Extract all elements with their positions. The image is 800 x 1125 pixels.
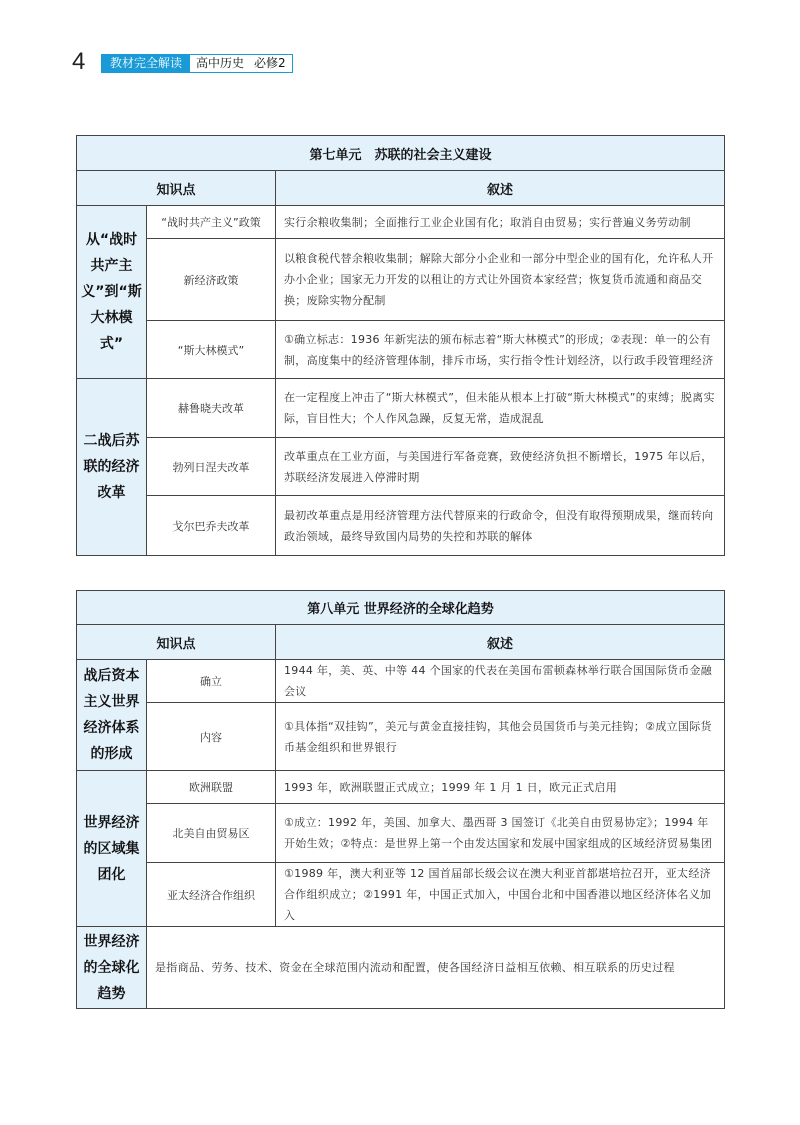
table-row (77, 863, 725, 927)
table-title: 第八单元 世界经济的全球化趋势 (77, 591, 725, 625)
table-row (77, 771, 725, 804)
table-row (77, 206, 725, 239)
column-header-description: 叙述 (276, 625, 725, 660)
description-cell: 改革重点在工业方面，与美国进行军备竞赛，致使经济负担不断增长，1975 年以后，苏联经济发展进入停滞时期 (276, 438, 725, 496)
description-cell: ①具体指“双挂钩”，美元与黄金直接挂钩，其他会员国货币与美元挂钩；②成立国际货币基金组织和世界银行 (276, 703, 725, 771)
table-row (77, 804, 725, 863)
category-cell: 世界经济的全球化趋势 (77, 927, 147, 1009)
page-number: 4 (72, 48, 86, 75)
description-cell: 1944 年，美、英、中等 44 个国家的代表在美国布雷顿森林举行联合国国际货币金融会议 (276, 660, 725, 703)
topic-cell: 确立 (147, 660, 276, 703)
description-cell: 实行余粮收集制；全面推行工业企业国有化；取消自由贸易；实行普遍义务劳动制 (276, 206, 725, 239)
topic-cell: 亚太经济合作组织 (147, 863, 276, 927)
description-cell: ①成立：1992 年，美国、加拿大、墨西哥 3 国签订《北美自由贸易协定》；1994 年开始生效；②特点：是世界上第一个由发达国家和发展中国家组成的区域经济贸易集团 (276, 804, 725, 863)
topic-cell: 戈尔巴乔夫改革 (147, 496, 276, 556)
category-cell: 从“战时共产主义”到“斯大林模式” (77, 206, 147, 379)
volume-label: 必修2 (250, 55, 292, 72)
topic-cell: 北美自由贸易区 (147, 804, 276, 863)
description-cell: ①确立标志：1936 年新宪法的颁布标志着“斯大林模式”的形成；②表现：单一的公有制，高度集中的经济管理体制，排斥市场，实行指令性计划经济，以行政手段管理经济 (276, 321, 725, 379)
table-row (77, 703, 725, 771)
topic-cell: “斯大林模式” (147, 321, 276, 379)
topic-cell: 内容 (147, 703, 276, 771)
unit8-table (76, 590, 725, 1009)
description-cell: 以粮食税代替余粮收集制；解除大部分小企业和一部分中型企业的国有化，允许私人开办小企业；国家无力开发的以租让的方式让外国资本家经营；恢复货币流通和商品交换；废除实物分配制 (276, 239, 725, 321)
table-row (77, 239, 725, 321)
topic-cell: 新经济政策 (147, 239, 276, 321)
description-cell: 最初改革重点是用经济管理方法代替原来的行政命令，但没有取得预期成果，继而转向政治领域，最终导致国内局势的失控和苏联的解体 (276, 496, 725, 556)
topic-cell: “战时共产主义”政策 (147, 206, 276, 239)
topic-cell: 勃列日涅夫改革 (147, 438, 276, 496)
table-row (77, 927, 725, 1009)
book-header-badge (101, 54, 293, 73)
table-row (77, 496, 725, 556)
column-header-description: 叙述 (276, 171, 725, 206)
category-cell: 世界经济的区域集团化 (77, 771, 147, 927)
column-header-knowledge: 知识点 (77, 625, 276, 660)
description-cell: ①1989 年，澳大利亚等 12 国首届部长级会议在澳大利亚首都堪培拉召开，亚太经济合作组织成立；②1991 年，中国正式加入，中国台北和中国香港以地区经济体名义加入 (276, 863, 725, 927)
series-label: 教材完全解读 (102, 55, 190, 72)
unit7-table (76, 135, 725, 556)
table-row (77, 438, 725, 496)
description-cell: 是指商品、劳务、技术、资金在全球范围内流动和配置，使各国经济日益相互依赖、相互联系的历史过程 (147, 927, 725, 1009)
table-row (77, 660, 725, 703)
subject-label: 高中历史 (190, 55, 250, 72)
table-row (77, 379, 725, 438)
topic-cell: 欧洲联盟 (147, 771, 276, 804)
table-title: 第七单元 苏联的社会主义建设 (77, 136, 725, 171)
description-cell: 在一定程度上冲击了“斯大林模式”，但未能从根本上打破“斯大林模式”的束缚；脱离实际，盲目性大；个人作风急躁，反复无常，造成混乱 (276, 379, 725, 438)
table-row (77, 321, 725, 379)
category-cell: 战后资本主义世界经济体系的形成 (77, 660, 147, 771)
category-cell: 二战后苏联的经济改革 (77, 379, 147, 556)
topic-cell: 赫鲁晓夫改革 (147, 379, 276, 438)
description-cell: 1993 年，欧洲联盟正式成立；1999 年 1 月 1 日，欧元正式启用 (276, 771, 725, 804)
column-header-knowledge: 知识点 (77, 171, 276, 206)
